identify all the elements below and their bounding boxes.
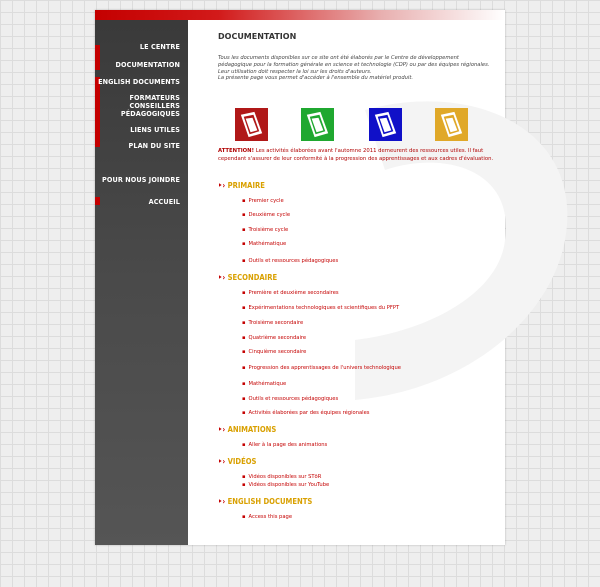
link-activites-regionales[interactable]: ▪ Activités élaborées par des équipes régionales xyxy=(242,410,370,416)
link-premier-cycle[interactable]: ▪ Premier cycle xyxy=(242,198,284,204)
section-marker-icon: ‣› xyxy=(218,273,226,282)
link-animations[interactable]: ▪ Aller à la page des animations xyxy=(242,442,327,448)
sidebar-red-marker xyxy=(95,197,100,205)
link-videos-youtube[interactable]: ▪ Vidéos disponibles sur YouTube xyxy=(242,482,329,488)
section-animations xyxy=(218,425,276,434)
sidebar-red-marker xyxy=(95,45,100,70)
page-title: DOCUMENTATION xyxy=(218,32,297,41)
link-mathematique-secondaire[interactable]: ▪ Mathématique xyxy=(242,381,286,387)
section-marker-icon: ‣› xyxy=(218,181,226,190)
attention-label: ATTENTION! xyxy=(218,148,255,154)
section-marker-icon: ‣› xyxy=(218,425,226,434)
link-deuxieme-cycle[interactable]: ▪ Deuxième cycle xyxy=(242,212,290,218)
sidebar-item-plan-du-site[interactable]: PLAN DU SITE xyxy=(128,141,180,150)
link-experimentations[interactable]: ▪ Expérimentations technologiques et scientifiques du PFPT xyxy=(242,305,399,311)
section-marker-icon: ‣› xyxy=(218,457,226,466)
section-title: ANIMATIONS xyxy=(227,425,277,434)
section-title: SECONDAIRE xyxy=(227,273,278,282)
sidebar-item-accueil[interactable]: ACCUEIL xyxy=(148,197,180,206)
page-frame xyxy=(95,10,505,545)
gold-books-icon[interactable] xyxy=(435,108,468,141)
section-marker-icon: ‣› xyxy=(218,497,226,506)
section-videos xyxy=(218,457,256,466)
link-outils-primaire[interactable]: ▪ Outils et ressources pédagogiques xyxy=(242,258,338,264)
link-access-this-page[interactable]: ▪ Access this page xyxy=(242,514,292,520)
sidebar-item-formateurs[interactable]: FORMATEURS CONSEILLERS PÉDAGOGIQUES xyxy=(120,93,180,118)
attention-notice xyxy=(218,148,498,163)
link-outils-secondaire[interactable]: ▪ Outils et ressources pédagogiques xyxy=(242,396,338,402)
link-videos-stor[interactable]: ▪ Vidéos disponibles sur STōR xyxy=(242,474,321,480)
sidebar-item-english-documents[interactable]: ENGLISH DOCUMENTS xyxy=(98,77,180,86)
section-secondaire xyxy=(218,273,277,282)
link-quatrieme-secondaire[interactable]: ▪ Quatrième secondaire xyxy=(242,335,306,341)
sidebar-item-pour-nous-joindre[interactable]: POUR NOUS JOINDRE xyxy=(102,175,180,184)
link-premiere-deuxieme[interactable]: ▪ Première et deuxième secondaires xyxy=(242,290,339,296)
link-cinquieme-secondaire[interactable]: ▪ Cinquième secondaire xyxy=(242,349,306,355)
link-progression[interactable]: ▪ Progression des apprentissages de l'univers technologique xyxy=(242,365,401,371)
red-books-icon[interactable] xyxy=(235,108,268,141)
intro-text: Tous les documents disponibles sur ce site ont été élaborés par le Centre de développement pédagogique pour la formation générale en science et technologie (CDP) ou par des équipes régionales. Leur utilisation doit respecter la loi sur les droits d'auteurs. La présente page vous permet d'accéder à l'ensemble du matériel produit. xyxy=(218,55,490,82)
sidebar-item-documentation[interactable]: DOCUMENTATION xyxy=(115,60,180,69)
section-title: ENGLISH DOCUMENTS xyxy=(227,497,313,506)
top-red-bar xyxy=(95,10,505,20)
link-mathematique-primaire[interactable]: ▪ Mathématique xyxy=(242,241,286,247)
link-troisieme-secondaire[interactable]: ▪ Troisième secondaire xyxy=(242,320,303,326)
section-english-documents xyxy=(218,497,312,506)
sidebar xyxy=(95,20,188,545)
section-title: VIDÉOS xyxy=(227,457,257,466)
section-title: PRIMAIRE xyxy=(227,181,265,190)
section-primaire xyxy=(218,181,265,190)
blue-books-icon[interactable] xyxy=(369,108,402,141)
sidebar-red-marker xyxy=(95,77,100,147)
green-books-icon[interactable] xyxy=(301,108,334,141)
attention-text: Les activités élaborées avant l'automne 2011 demeurent des ressources utiles. Il faut cependant s'assurer de leur conformité à la progression des apprentissages et aux cadres d'évaluation. xyxy=(218,148,494,162)
link-troisieme-cycle[interactable]: ▪ Troisième cycle xyxy=(242,227,288,233)
sidebar-item-liens-utiles[interactable]: LIENS UTILES xyxy=(130,125,180,134)
sidebar-item-le-centre[interactable]: LE CENTRE xyxy=(139,42,180,51)
